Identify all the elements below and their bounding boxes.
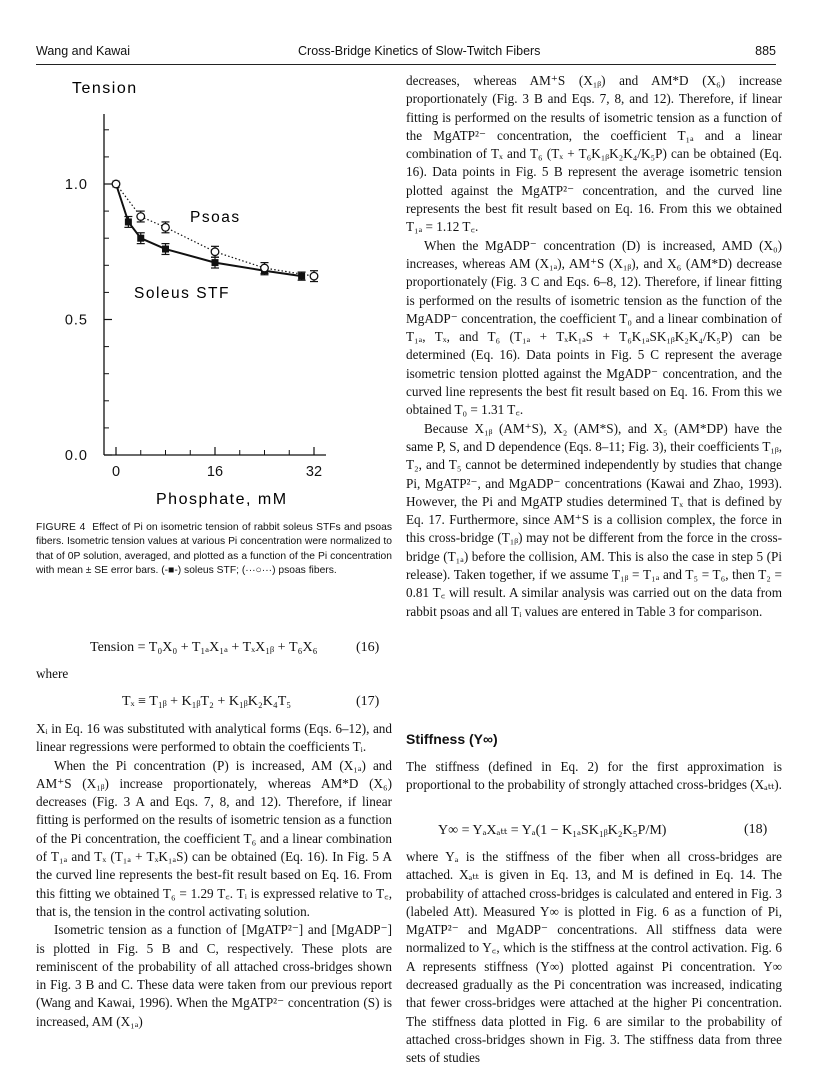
x-tick-label-0: 0 <box>111 464 121 480</box>
eq17-lhs: Tₓ <box>122 694 135 709</box>
y-tick-label-1: 0.5 <box>64 312 88 329</box>
y-tick-label-0: 0.0 <box>64 448 88 464</box>
right-column-body-top <box>406 72 782 621</box>
eq18-lhs: Y∞ <box>438 823 459 838</box>
eq16-rhs: = T₀X₀ + T₁ₐX₁ₐ + TₓX₁ᵦ + T₆X₆ <box>137 640 318 655</box>
eq17-number: (17) <box>356 694 380 709</box>
figure-caption <box>36 521 392 578</box>
data-point-psoas <box>137 213 145 221</box>
eq18-rhs: = YₐXₐₜₜ = Yₐ(1 − K₁ₐSK₁ᵦK₂K₅P/M) <box>461 823 667 838</box>
y-axis-label: Tension <box>72 80 138 97</box>
eq18-number: (18) <box>744 822 768 837</box>
data-point-soleus <box>212 259 219 266</box>
data-point-psoas <box>310 272 318 280</box>
header-title: Cross-Bridge Kinetics of Slow-Twitch Fibers <box>298 44 541 58</box>
annotation-soleus: Soleus STF <box>134 285 230 302</box>
right-paragraph-2: When the MgADP⁻ concentration (D) is increased, AMD (X₀) increases, whereas AM (X₁ₐ), AM⁺S (X₁ᵦ), and X₆ (AM*D) decrease proportionately (Fig. 3 C and Eqs. 6–8, 12). Therefore, if linear fitting is performed on the results of isometric tension as the function of the MgADP⁻ concentration, the coefficient T₀ and a linear combination of T₁ₐ, Tₓ, and T₆ (T₁ₐ + TₓK₁ₐS + T₆K₁ₐSK₁ᵦK₂K₄/K₅P) can be determined (Eq. 16). Data points in Fig. 5 C represent the average isometric tension plotted against the MgADP⁻ concentration, and the curved line represents the best fit result based on Eq. 16. From this we obtained T₀ = 1.31 T꜀. <box>406 237 782 418</box>
eq16-number: (16) <box>356 640 380 655</box>
running-head <box>36 44 776 64</box>
series-line-soleus <box>116 184 302 276</box>
data-point-psoas <box>112 180 120 188</box>
where-text: where <box>36 666 69 681</box>
right-paragraph-5: where Yₐ is the stiffness of the fiber when all cross-bridges are attached. Xₐₜₜ is given in Eq. 13, and M is defined in Eq. 14. The probability of attached cross-bridges is calculated and entered in Fig. 3 (labeled Att). Measured Y∞ is plotted in Fig. 6 as a function of Pi, MgATP²⁻ and MgADP⁻ concentrations. All stiffness data were normalized to Y꜀, which is the stiffness at the control activation. Fig. 6 A represents stiffness (Y∞) plotted against Pi concentration. Y∞ decreased gradually as the Pi concentration was increased, indicating that fewer cross-bridges were attached at the higher Pi concentration. The stiffness data plotted in Fig. 6 are similar to the probability of attached cross-bridges shown in Fig. 3. The stiffness data from three sets of studies <box>406 849 782 1066</box>
data-point-soleus <box>125 218 132 225</box>
annotation-psoas: Psoas <box>190 209 241 226</box>
stiffness-intro <box>406 758 782 795</box>
stiffness-body <box>406 848 782 1068</box>
left-column-body <box>36 720 392 1031</box>
x-tick-label-1: 16 <box>206 464 224 480</box>
left-paragraph-2: When the Pi concentration (P) is increased, AM (X₁ₐ) and AM⁺S (X₁ᵦ) increase proportionately, whereas AM*D (X₆) decreases (Fig. 3 A and Eqs. 7, 8, and 12). Therefore, if linear fitting is performed on the results of isometric tension as a function of the Pi concentration, the coefficient T₆ and a linear combination of T₁ₐ and Tₓ (T₁ₐ + TₓK₁ₐS) can be obtained (Eq. 16). In Fig. 5 A the curved line represents the best-fit result based on Eq. 16. From this fitting we obtained T₆ = 1.29 T꜀. Tᵢ is expressed relative to T꜀, that is, the tension in the control activating solution. <box>36 757 392 919</box>
eq17-rhs: ≡ T₁ᵦ + K₁ᵦT₂ + K₁ᵦK₂K₄T₅ <box>138 694 292 709</box>
right-paragraph-3: Because X₁ᵦ (AM⁺S), X₂ (AM*S), and X₅ (AM*DP) have the same P, S, and D dependence (Eqs. 8–11; Fig. 3), their coefficients T₁ᵦ, T₂, and T₅ cannot be determined independently by studies that change Pi, MgATP²⁻, and MgADP⁻ concentrations (Kawai and Zhao, 1993). However, the Pi and MgATP studies determined Tₓ that is defined by Eq. 17. Furthermore, since AM⁺S is a collision complex, the force in this cross-bridge (T₁ᵦ) may not be different from the force in the cross-bridge (T₁ₐ) before the collision, AM. This is also the case in step 5 (Pi release). Taken together, if we assume T₁ᵦ = T₁ₐ and T₅ = T₆, then T₂ = 0.81 T꜀ will result. A similar analysis was carried out on the data from rabbit psoas and all Tᵢ values are entered in Table 3 for comparison. <box>406 420 782 619</box>
left-paragraph-1: Xᵢ in Eq. 16 was substituted with analytical forms (Eqs. 6–12), and linear regressions were performed to obtain the coefficients Tᵢ. <box>36 721 392 755</box>
y-tick-label-2: 1.0 <box>64 177 88 193</box>
header-rule <box>36 64 776 65</box>
page-number: 885 <box>755 44 776 58</box>
figure-4-chart <box>36 72 396 520</box>
header-authors: Wang and Kawai <box>36 44 131 58</box>
right-paragraph-1: decreases, whereas AM⁺S (X₁ᵦ) and AM*D (X₆) increase proportionately (Fig. 3 B and Eqs. 7, 8, and 12). Therefore, if linear fitting is performed on the results of isometric tension as a function of the MgATP²⁻ concentration, the coefficient T₁ₐ and a linear combination of Tₓ and T₆ (Tₓ + T₆K₁ᵦK₂K₄/K₅P) can be obtained (Eq. 16). Data points in Fig. 5 B represent the average isometric tension plotted against the MgATP²⁻ concentration, and the curved line represents the best fit result based on Eq. 16. From this we obtained T₁ₐ = 1.12 T꜀. <box>406 73 782 235</box>
right-paragraph-4: The stiffness (defined in Eq. 2) for the first approximation is proportional to the probability of strongly attached cross-bridges (Xₐₜₜ). <box>406 759 782 793</box>
data-point-psoas <box>162 224 170 232</box>
data-point-psoas <box>211 248 219 256</box>
equation-18 <box>438 822 780 839</box>
figure-label: FIGURE 4 <box>36 522 86 533</box>
data-point-psoas <box>261 264 269 272</box>
x-tick-label-2: 32 <box>305 464 323 480</box>
equation-17 <box>122 694 390 710</box>
eq16-lhs: Tension <box>90 640 135 655</box>
data-point-soleus <box>137 235 144 242</box>
data-point-soleus <box>162 246 169 253</box>
chart-svg <box>36 72 396 520</box>
figure-caption-text: Effect of Pi on isometric tension of rabbit soleus STFs and psoas fibers. Isometric tension values at various Pi concentration were normalized to that of 0P solution, averaged, and plotted as a function of the Pi concentration with mean ± SE error bars. (-■-) soleus STF; (···○···) psoas fibers. <box>36 522 392 576</box>
data-point-soleus <box>298 273 305 280</box>
left-paragraph-3: Isometric tension as a function of [MgATP²⁻] and [MgADP⁻] is plotted in Fig. 5 B and C, respectively. These plots are reminiscent of the probability of all attached cross-bridges shown in Fig. 3 B and C. These data were taken from our previous report (Wang and Kawai, 1996). When the MgATP²⁻ concentration (S) is increased, AM (X₁ₐ) <box>36 922 392 1029</box>
equation-16 <box>90 640 390 656</box>
section-heading-stiffness: Stiffness (Y∞) <box>406 731 498 747</box>
x-axis-label: Phosphate, mM <box>156 491 288 508</box>
